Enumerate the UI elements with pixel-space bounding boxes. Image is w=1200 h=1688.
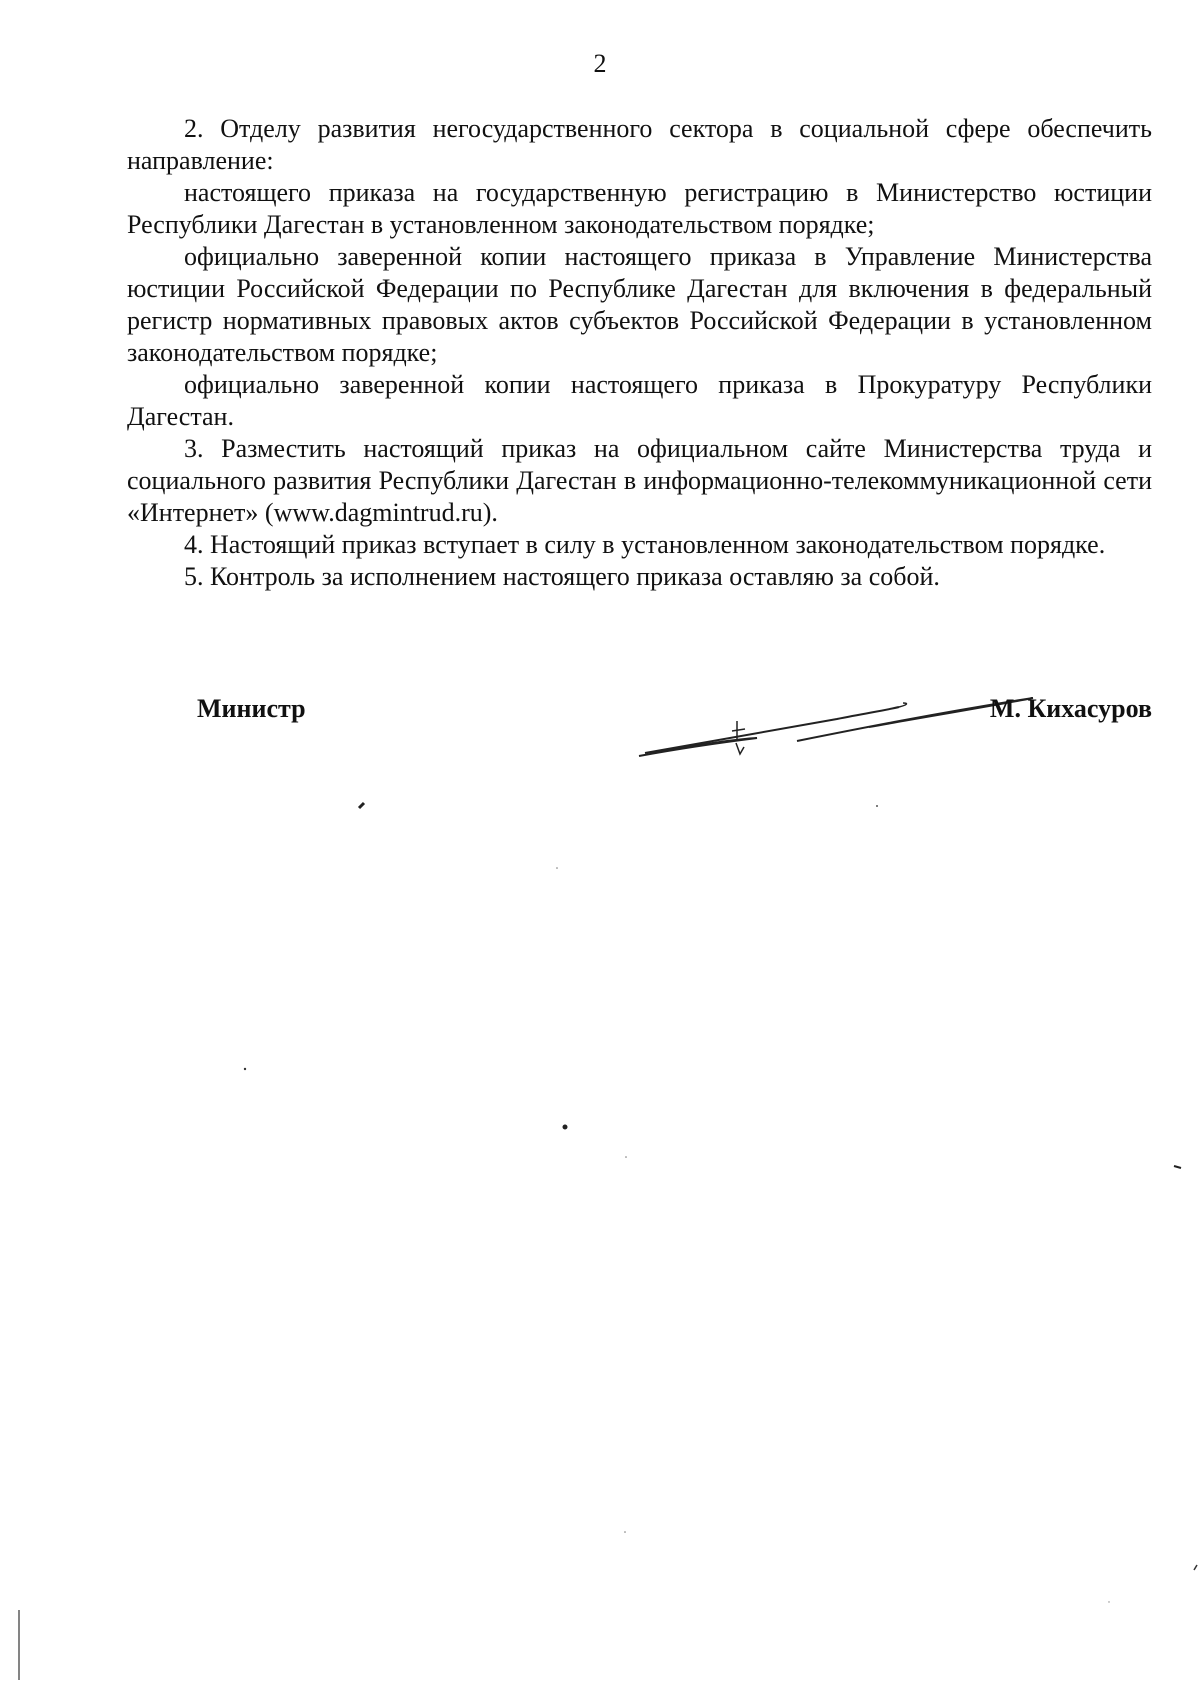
paragraph-item-3: 3. Разместить настоящий приказ на официальном сайте Министерства труда и социального развития Республики Дагестан в информационно-телекоммуникационной сети «Интернет» (www.dagmintrud.ru).	[127, 434, 1152, 527]
paragraph-registration: настоящего приказа на государственную регистрацию в Министерство юстиции Республики Дагестан в установленном законодательством порядке;	[127, 178, 1152, 239]
paragraph-item-2: 2. Отделу развития негосударственного сектора в социальной сфере обеспечить направление:	[127, 114, 1152, 175]
page-number: 2	[593, 49, 607, 78]
paragraph-justice-ministry-copy: официально заверенной копии настоящего приказа в Управление Министерства юстиции Российской Федерации по Республике Дагестан для включения в федеральный регистр нормативных правовых актов субъектов Российской Федерации в установленном законодательством порядке;	[127, 242, 1152, 367]
paragraph-item-5: 5. Контроль за исполнением настоящего приказа оставляю за собой.	[184, 562, 940, 591]
signatory-position: Министр	[197, 694, 306, 723]
paragraph-prosecutor-copy: официально заверенной копии настоящего приказа в Прокуратуру Республики Дагестан.	[127, 370, 1152, 431]
paragraph-item-4: 4. Настоящий приказ вступает в силу в установленном законодательством порядке.	[184, 530, 1106, 559]
signatory-name: М. Кихасуров	[989, 694, 1152, 723]
